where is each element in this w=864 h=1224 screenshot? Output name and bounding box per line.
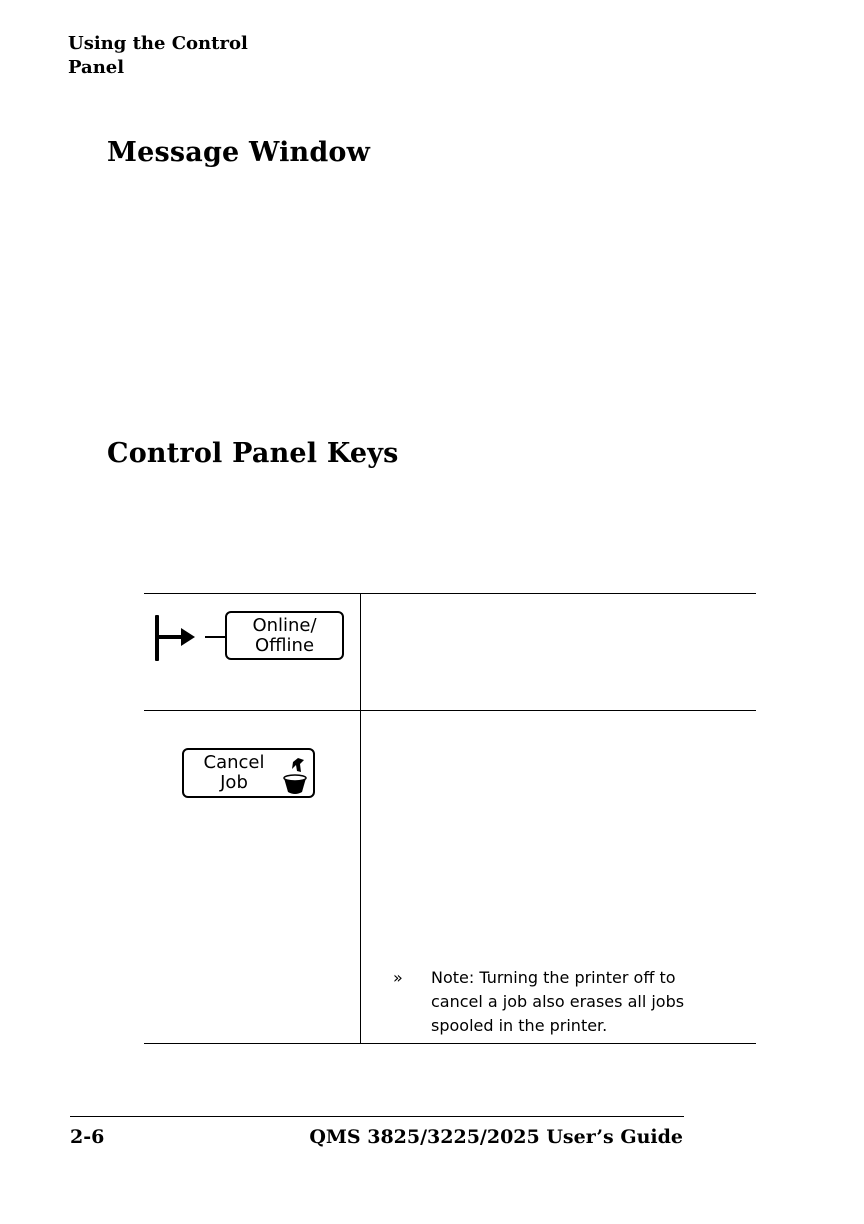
table-bottom-rule: [144, 1043, 756, 1044]
cancel-job-key-line2: Job: [220, 772, 248, 793]
cancel-job-key-line1: Cancel: [203, 752, 265, 773]
online-offline-key-line2: Offline: [254, 635, 315, 656]
table-column-divider: [360, 593, 361, 1044]
table-top-rule: [144, 593, 756, 594]
section-title-message-window: Message Window: [107, 137, 371, 168]
cancel-job-key[interactable]: [182, 748, 315, 798]
guide-title: QMS 3825/3225/2025 User’s Guide: [309, 1126, 683, 1148]
note-marker: »: [393, 968, 403, 987]
cancel-job-icon: [280, 754, 310, 796]
running-head: Using the Control Panel: [68, 33, 248, 78]
online-offline-key[interactable]: [225, 611, 344, 660]
table-row-divider: [144, 710, 756, 711]
note-text: Note: Turning the printer off to cancel a job also erases all jobs spooled in the printer.: [431, 968, 685, 1035]
page-number: 2-6: [70, 1126, 105, 1148]
footer-rule: [70, 1116, 684, 1117]
online-offline-key-line1: Online/: [252, 615, 317, 636]
section-title-control-panel-keys: Control Panel Keys: [107, 438, 399, 469]
